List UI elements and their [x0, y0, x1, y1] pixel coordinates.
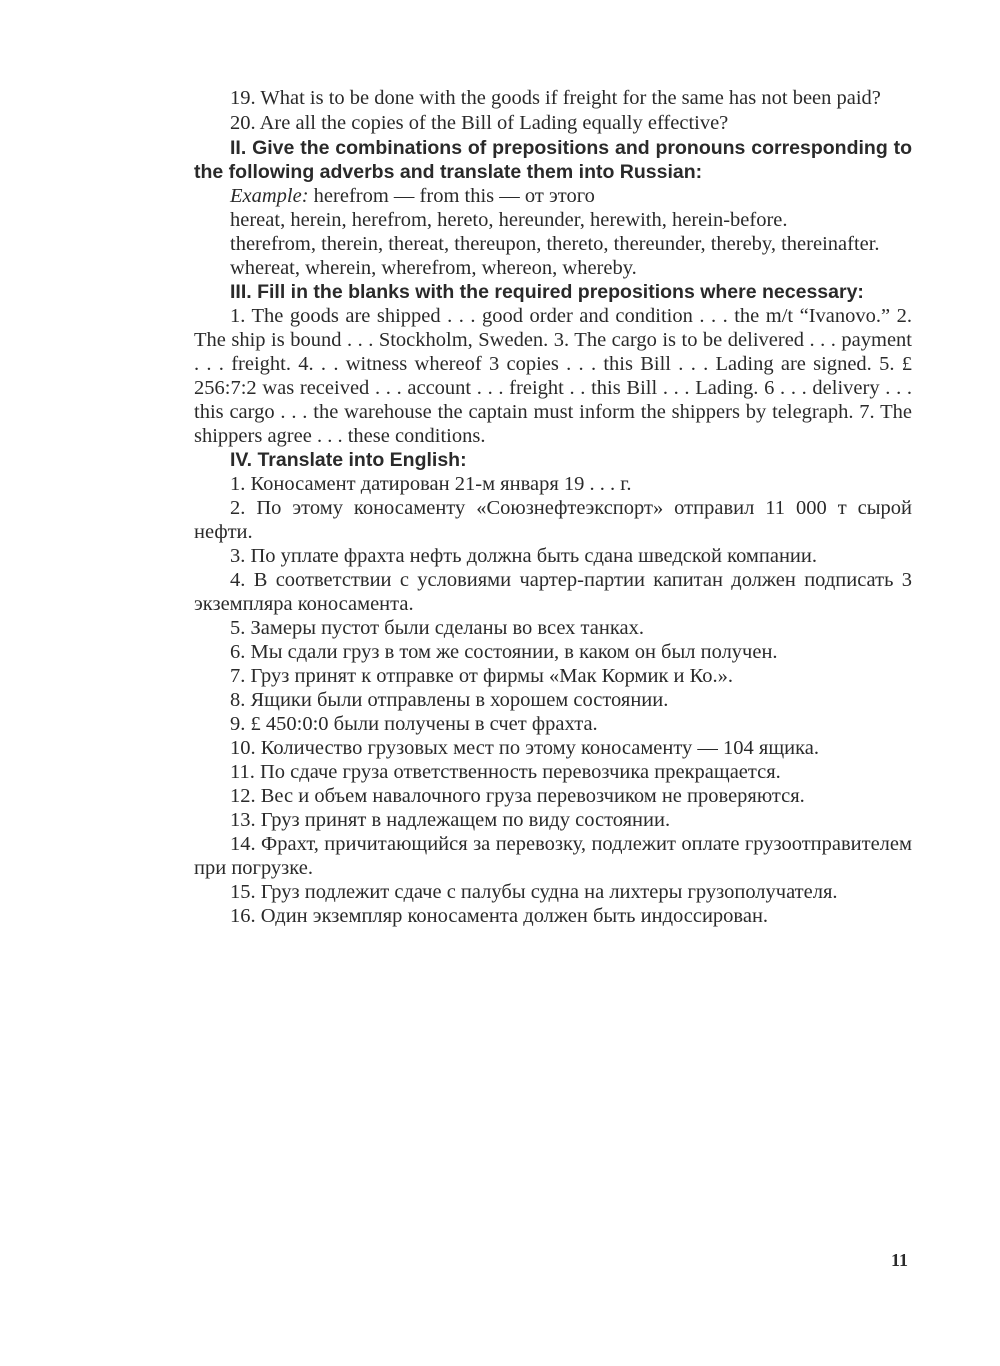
translation-item-5: 5. Замеры пустот были сделаны во всех танках. — [230, 617, 644, 639]
translation-item-7: 7. Груз принят к отправке от фирмы «Мак Кормик и Ко.». — [230, 665, 734, 687]
translation-item-4: 4. В соответствии с условиями чартер-партии капитан должен подписать 3 экземпляра коносамента. — [194, 569, 912, 615]
translation-item-10: 10. Количество грузовых мест по этому коносаменту — 104 ящика. — [230, 737, 819, 759]
section-3-text: 1. The goods are shipped . . . good order and condition . . . the m/t “Ivanovo.” 2. The ship is bound . . . Stockholm, Sweden. 3. The cargo is to be delivered . . . payment . . . freight. 4. . . witness whereof 3 copies . . . this Bill . . . Lading are signed. 5. £ 256:7:2 was received . . . account . . . freight . . this Bill . . . Lading. 6 . . . delivery . . . this cargo . . . the warehouse the captain must inform the shippers by telegraph. 7. The shippers agree . . . these conditions. — [194, 305, 912, 447]
section-2-heading: II. Give the combinations of prepositions and pronouns corresponding to the following adverbs and translate them into Russian: — [194, 137, 912, 183]
translation-item-16: 16. Один экземпляр коносамента должен быть индоссирован. — [230, 905, 769, 927]
page-content — [194, 86, 912, 928]
translation-item-2: 2. По этому коносаменту «Союзнефтеэкспорт» отправил 11 000 т сырой нефти. — [194, 497, 912, 543]
translation-item-6: 6. Мы сдали груз в том же состоянии, в каком он был получен. — [230, 641, 778, 663]
question-19: 19. What is to be done with the goods if freight for the same has not been paid? — [230, 87, 881, 109]
section-3-heading: III. Fill in the blanks with the required prepositions where necessary: — [230, 281, 864, 303]
translation-item-11: 11. По сдаче груза ответственность перевозчика прекращается. — [230, 761, 781, 783]
section-4-heading: IV. Translate into English: — [230, 449, 467, 471]
translation-item-9: 9. £ 450:0:0 были получены в счет фрахта. — [230, 713, 598, 735]
page-number: 11 — [891, 1250, 909, 1270]
section-2-line-here: hereat, herein, herefrom, hereto, hereunder, herewith, herein-before. — [230, 209, 788, 231]
translation-item-1: 1. Коносамент датирован 21-м января 19 . . . г. — [230, 473, 632, 495]
example-text: herefrom — from this — от этого — [308, 185, 595, 207]
translation-item-13: 13. Груз принят в надлежащем по виду состоянии. — [230, 809, 671, 831]
translation-item-15: 15. Груз подлежит сдаче с палубы судна на лихтеры грузополучателя. — [230, 881, 838, 903]
question-20: 20. Are all the copies of the Bill of Lading equally effective? — [230, 112, 729, 134]
translation-item-3: 3. По уплате фрахта нефть должна быть сдана шведской компании. — [230, 545, 818, 567]
section-2-line-where: whereat, wherein, wherefrom, whereon, whereby. — [230, 257, 637, 279]
section-2-example — [194, 184, 912, 208]
translation-item-14: 14. Фрахт, причитающийся за перевозку, подлежит оплате грузоотправителем при погрузке. — [194, 833, 912, 879]
translation-item-12: 12. Вес и объем навалочного груза перевозчиком не проверяются. — [230, 785, 805, 807]
section-2-line-there: therefrom, therein, thereat, thereupon, thereto, thereunder, thereby, thereinafter. — [230, 233, 880, 255]
example-label: Example: — [230, 185, 309, 207]
translation-item-8: 8. Ящики были отправлены в хорошем состоянии. — [230, 689, 669, 711]
